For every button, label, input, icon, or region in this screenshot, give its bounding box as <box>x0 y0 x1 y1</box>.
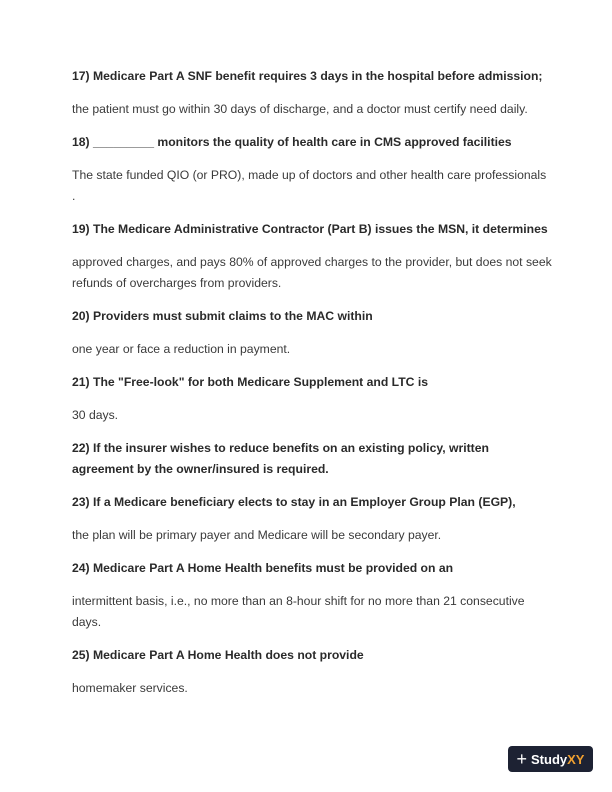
question-text: 20) Providers must submit claims to the MAC within <box>72 309 373 323</box>
answer-text: the plan will be primary payer and Medicare will be secondary payer. <box>72 528 442 542</box>
answer-text: 30 days. <box>72 408 119 422</box>
question-text: 21) The "Free-look" for both Medicare Supplement and LTC is <box>72 375 429 389</box>
studyxy-badge[interactable] <box>508 746 593 772</box>
question-text: 18) _________ monitors the quality of health care in CMS approved facilities <box>72 135 512 149</box>
answer-text: homemaker services. <box>72 681 188 695</box>
answer-text: the patient must go within 30 days of discharge, and a doctor must certify need daily. <box>72 102 528 116</box>
qa-item-17 <box>72 66 552 120</box>
qa-item-19 <box>72 219 552 294</box>
question-text: 19) The Medicare Administrative Contractor (Part B) issues the MSN, it determines <box>72 222 548 236</box>
qa-item-18 <box>72 132 552 207</box>
answer-text: one year or face a reduction in payment. <box>72 342 291 356</box>
qa-item-25 <box>72 645 552 699</box>
document-page <box>72 66 552 711</box>
qa-item-22 <box>72 438 552 480</box>
brand-name-main: Study <box>531 751 568 767</box>
qa-item-23 <box>72 492 552 546</box>
question-text: 22) If the insurer wishes to reduce benefits on an existing policy, written agreement by the owner/insured is required. <box>72 441 489 476</box>
qa-item-20 <box>72 306 552 360</box>
question-text: 25) Medicare Part A Home Health does not provide <box>72 648 364 662</box>
question-text: 23) If a Medicare beneficiary elects to stay in an Employer Group Plan (EGP), <box>72 495 516 509</box>
brand-name-accent: XY <box>567 751 585 767</box>
answer-text: The state funded QIO (or PRO), made up of doctors and other health care professionals . <box>72 168 547 203</box>
answer-text: intermittent basis, i.e., no more than an 8-hour shift for no more than 21 consecutive days. <box>72 594 525 629</box>
qa-item-24 <box>72 558 552 633</box>
question-text: 24) Medicare Part A Home Health benefits must be provided on an <box>72 561 454 575</box>
plus-icon: + <box>516 749 528 769</box>
qa-item-21 <box>72 372 552 426</box>
question-text: 17) Medicare Part A SNF benefit requires 3 days in the hospital before admission; <box>72 69 543 83</box>
answer-text: approved charges, and pays 80% of approved charges to the provider, but does not seek refunds of overcharges from providers. <box>72 255 552 290</box>
